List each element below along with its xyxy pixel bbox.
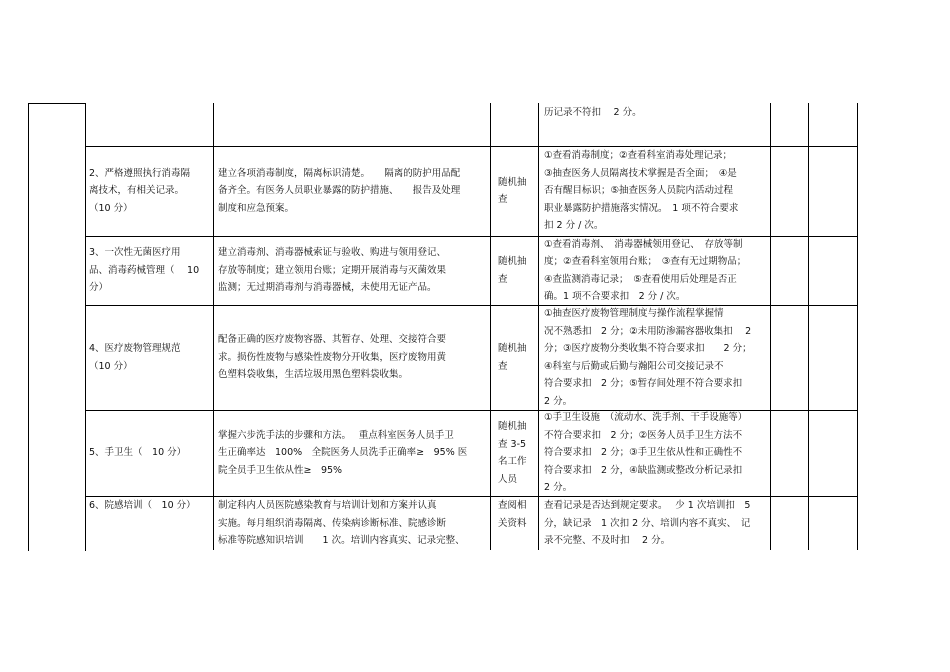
cell-standard <box>218 165 487 218</box>
cell-line: 查 <box>498 273 508 285</box>
cell-line: 确。1 项不合要求扣 2 分 / 次。 <box>544 291 686 302</box>
cell-line: 生正确率达 100% 全院医务人员洗手正确率≥ 95% 医 <box>218 447 468 459</box>
cell-line: 随机抽 <box>498 421 527 432</box>
cell-line: 制度和应急预案。 <box>218 202 295 214</box>
cell-deduction <box>544 147 768 235</box>
cell-line: 存放等制度；建立领用台账；定期开展消毒与灭菌效果 <box>218 264 447 276</box>
table-column-divider <box>857 103 858 550</box>
cell-line: 符合要求扣 2 分；③手卫生依从性和正确性不 <box>544 447 743 459</box>
cell-line: 掌握六步洗手法的步骤和方法。 重点科室医务人员手卫 <box>218 429 454 441</box>
cell-line: ①抽查医疗废物管理制度与操作流程掌握情 <box>544 308 724 319</box>
cell-line: 求。损伤性废物与感染性废物分开收集，医疗废物用黄 <box>218 351 447 363</box>
cell-line: 色塑料袋收集，生活垃圾用黑色塑料袋收集。 <box>218 369 409 381</box>
cell-line: （10 分） <box>89 360 133 372</box>
cell-method <box>498 418 536 488</box>
cell-line: 分；③医疗废物分类收集不符合要求扣 2 分； <box>544 343 752 354</box>
cell-standard <box>218 331 487 384</box>
cell-line: 建立消毒剂、消毒器械索证与验收、购进与领用登记、 <box>218 247 447 259</box>
cell-line: 分，缺记录 1 次扣 2 分、培训内容不真实、 记 <box>544 517 751 529</box>
cell-method <box>498 497 536 532</box>
table-column-divider <box>490 103 491 550</box>
table-column-divider <box>808 103 809 550</box>
cell-line: 2 分。 <box>544 395 573 407</box>
cell-deduction <box>544 497 768 550</box>
cell-line: 扣 2 分 / 次。 <box>544 220 604 232</box>
cell-line: 查 <box>498 194 508 205</box>
cell-line: 3、一次性无菌医疗用 <box>89 247 181 259</box>
cell-line: ③抽查医务人员隔离技术掌握是否全面； ④是 <box>544 167 737 179</box>
cell-line: 查 3-5 <box>498 438 527 450</box>
cell-line: 备齐全。有医务人员职业暴露的防护措施、 报告及处理 <box>218 185 461 197</box>
cell-line: 5、手卫生（ 10 分） <box>89 447 187 459</box>
table-column-divider <box>213 103 214 550</box>
cell-line: 随机抽 <box>498 343 527 354</box>
cell-line: 名工作 <box>498 456 527 467</box>
table-column-divider <box>538 103 539 550</box>
cell-line: 建立各项消毒制度，隔离标识清楚。 隔离的防护用品配 <box>218 167 461 179</box>
table-border-left <box>28 103 29 551</box>
cell-line: 随机抽 <box>498 256 527 267</box>
cell-line: ④查监测消毒记录； ⑤查看使用后处理是否正 <box>544 273 737 285</box>
cell-line: 6、院感培训（ 10 分） <box>89 500 196 511</box>
cell-item <box>89 497 211 515</box>
cell-line: 符合要求扣 2 分，④缺监测或整改分析记录扣 <box>544 464 743 476</box>
cell-line: 配备正确的医疗废物容器、其暂存、处理、交接符合要 <box>218 334 447 346</box>
cell-method <box>498 340 536 375</box>
cell-line: ①查看消毒制度；②查看科室消毒处理记录； <box>544 150 733 162</box>
cell-line: ①手卫生设施 （流动水、洗手剂、干手设施等） <box>544 412 748 424</box>
cell-item <box>89 340 211 375</box>
cell-line: 查看记录是否达到规定要求。 少 1 次培训扣 5 <box>544 500 751 511</box>
cell-standard <box>218 427 487 480</box>
cell-line: 查 <box>498 360 508 372</box>
cell-line: 人员 <box>498 473 518 485</box>
cell-line: 4、医疗废物管理规范 <box>89 343 181 354</box>
cell-line: （10 分） <box>89 202 133 214</box>
cell-line: 随机抽 <box>498 176 527 188</box>
table-column-divider <box>770 103 771 550</box>
cell-line: 度；②查看科室领用台账； ③查有无过期物品； <box>544 256 747 267</box>
cell-deduction <box>544 409 768 497</box>
cell-line: 标准等院感知识培训 1 次。培训内容真实、记录完整、 <box>218 535 465 546</box>
cell-line: ①查看消毒剂、 消毒器械领用登记、 存放等制 <box>544 238 743 250</box>
cell-method <box>498 253 536 288</box>
cell-line: 实施。每月组织消毒隔离、传染病诊断标准、院感诊断 <box>218 517 447 529</box>
cell-line: 2 分。 <box>544 482 573 494</box>
table-border-top <box>28 103 85 104</box>
cell-line: ④科室与后勤或后勤与瀚阳公司交接记录不 <box>544 360 724 372</box>
cell-line: 况不熟悉扣 2 分；②未用防渗漏容器收集扣 2 <box>544 325 752 337</box>
cell-deduction <box>544 236 768 306</box>
cell-line: 制定科内人员医院感染教育与培训计划和方案并认真 <box>218 500 437 511</box>
cell-item <box>89 244 211 297</box>
cell-line: 2、严格遵照执行消毒隔 <box>89 167 191 179</box>
cell-line: 院全员手卫生依从性≥ 95% <box>218 464 343 476</box>
cell-item <box>89 444 211 462</box>
evaluation-table <box>28 103 858 551</box>
cell-line: 离技术，有相关记录。 <box>89 185 185 197</box>
cell-line: 录不完整、不及时扣 2 分。 <box>544 535 671 546</box>
cell-line: 监测；无过期消毒剂与消毒器械，未使用无证产品。 <box>218 282 437 294</box>
cell-standard <box>218 497 487 550</box>
cell-line: 历记录不符扣 2 分。 <box>544 107 642 118</box>
cell-method <box>498 174 536 209</box>
cell-line: 职业暴露防护措施落实情况。 1 项不符合要求 <box>544 202 739 214</box>
cell-line: 否有醒目标识；⑤抽查医务人员院内活动过程 <box>544 185 734 197</box>
cell-line: 不符合要求扣 2 分；②医务人员手卫生方法不 <box>544 429 743 441</box>
cell-line: 符合要求扣 2 分；⑤暂存间处理不符合要求扣 <box>544 378 743 389</box>
cell-deduction <box>544 305 768 410</box>
cell-deduction <box>544 104 768 122</box>
cell-line: 查阅相 <box>498 500 527 511</box>
table-column-divider <box>85 103 86 551</box>
cell-standard <box>218 244 487 297</box>
cell-line: 品、消毒药械管理（ 10 <box>89 264 200 276</box>
cell-line: 关资料 <box>498 517 527 529</box>
cell-item <box>89 165 211 218</box>
cell-line: 分） <box>89 282 109 294</box>
